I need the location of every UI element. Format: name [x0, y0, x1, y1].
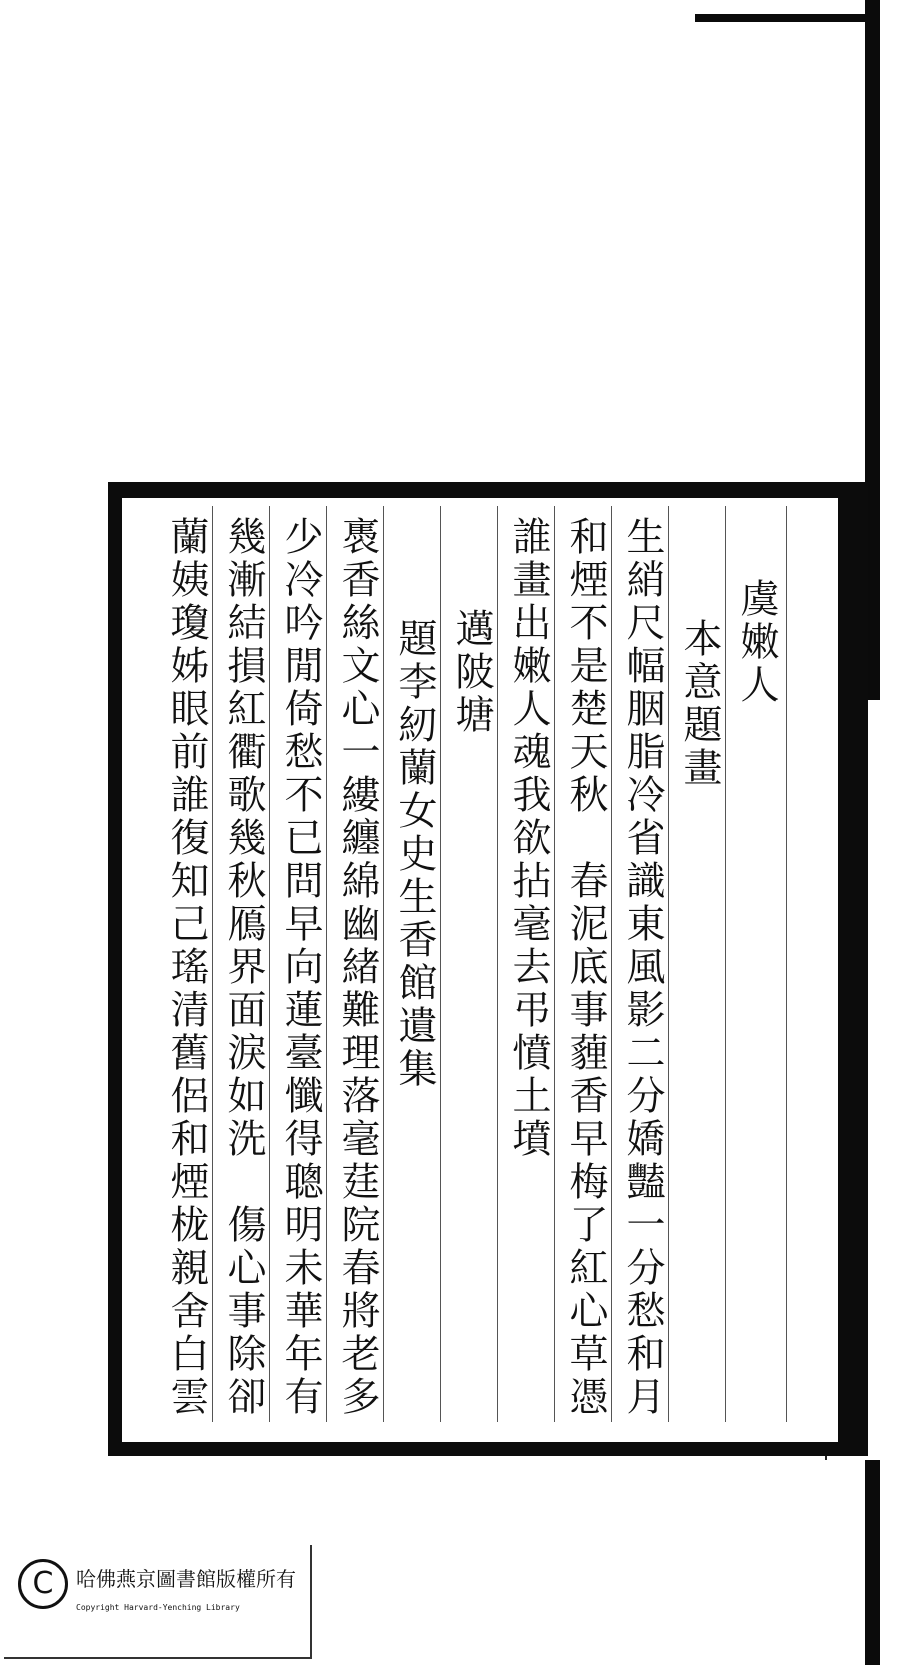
column-separator — [497, 506, 498, 1422]
text-panel — [122, 498, 838, 1442]
column-separator — [611, 506, 612, 1422]
column-separator — [212, 506, 213, 1422]
text-column: 少冷吟閒倚愁不已問早向蓮臺懺得聰明未華年有 — [278, 516, 323, 1419]
column-separator — [269, 506, 270, 1422]
text-column: 褭香絲文心一縷纏綿幽緒難理落毫莛院春將老多 — [335, 516, 380, 1419]
poem-title: 邁陂塘 — [449, 608, 494, 737]
text-column: 幾漸結損紅衢歌幾秋鴈界面淚如洗 傷心事除卻 — [221, 516, 266, 1419]
text-column: 生綃尺幅胭脂冷省識東風影二分嬌豔一分愁和月 — [620, 516, 665, 1419]
text-column: 誰畫出嫩人魂我欲拈毫去弔憤土墳 — [506, 516, 551, 1161]
column-separator — [554, 506, 555, 1422]
book-page-frame — [108, 482, 868, 1456]
copyright-icon: C — [18, 1559, 68, 1609]
copyright-notice — [4, 1545, 312, 1659]
column-separator — [786, 506, 787, 1422]
top-border-rule — [695, 14, 875, 22]
column-separator — [440, 506, 441, 1422]
poem-title: 虞嫩人 — [734, 578, 779, 707]
text-column: 蘭姨瓊姊眼前誰復知己瑤清舊侶和煙栊親舍白雲 — [164, 516, 209, 1419]
column-separator — [383, 506, 384, 1422]
column-separator — [725, 506, 726, 1422]
poem-subtitle: 題李紉蘭女史生香館遺集 — [392, 618, 437, 1091]
copyright-chinese: 哈佛燕京圖書館版權所有 — [76, 1567, 296, 1591]
column-separator — [668, 506, 669, 1422]
column-separator — [326, 506, 327, 1422]
poem-subtitle: 本意題畫 — [677, 618, 722, 790]
copyright-english: Copyright Harvard-Yenching Library — [76, 1603, 240, 1612]
text-column: 和煙不是楚天秋 春泥底事薶香早梅了紅心草憑 — [563, 516, 608, 1419]
